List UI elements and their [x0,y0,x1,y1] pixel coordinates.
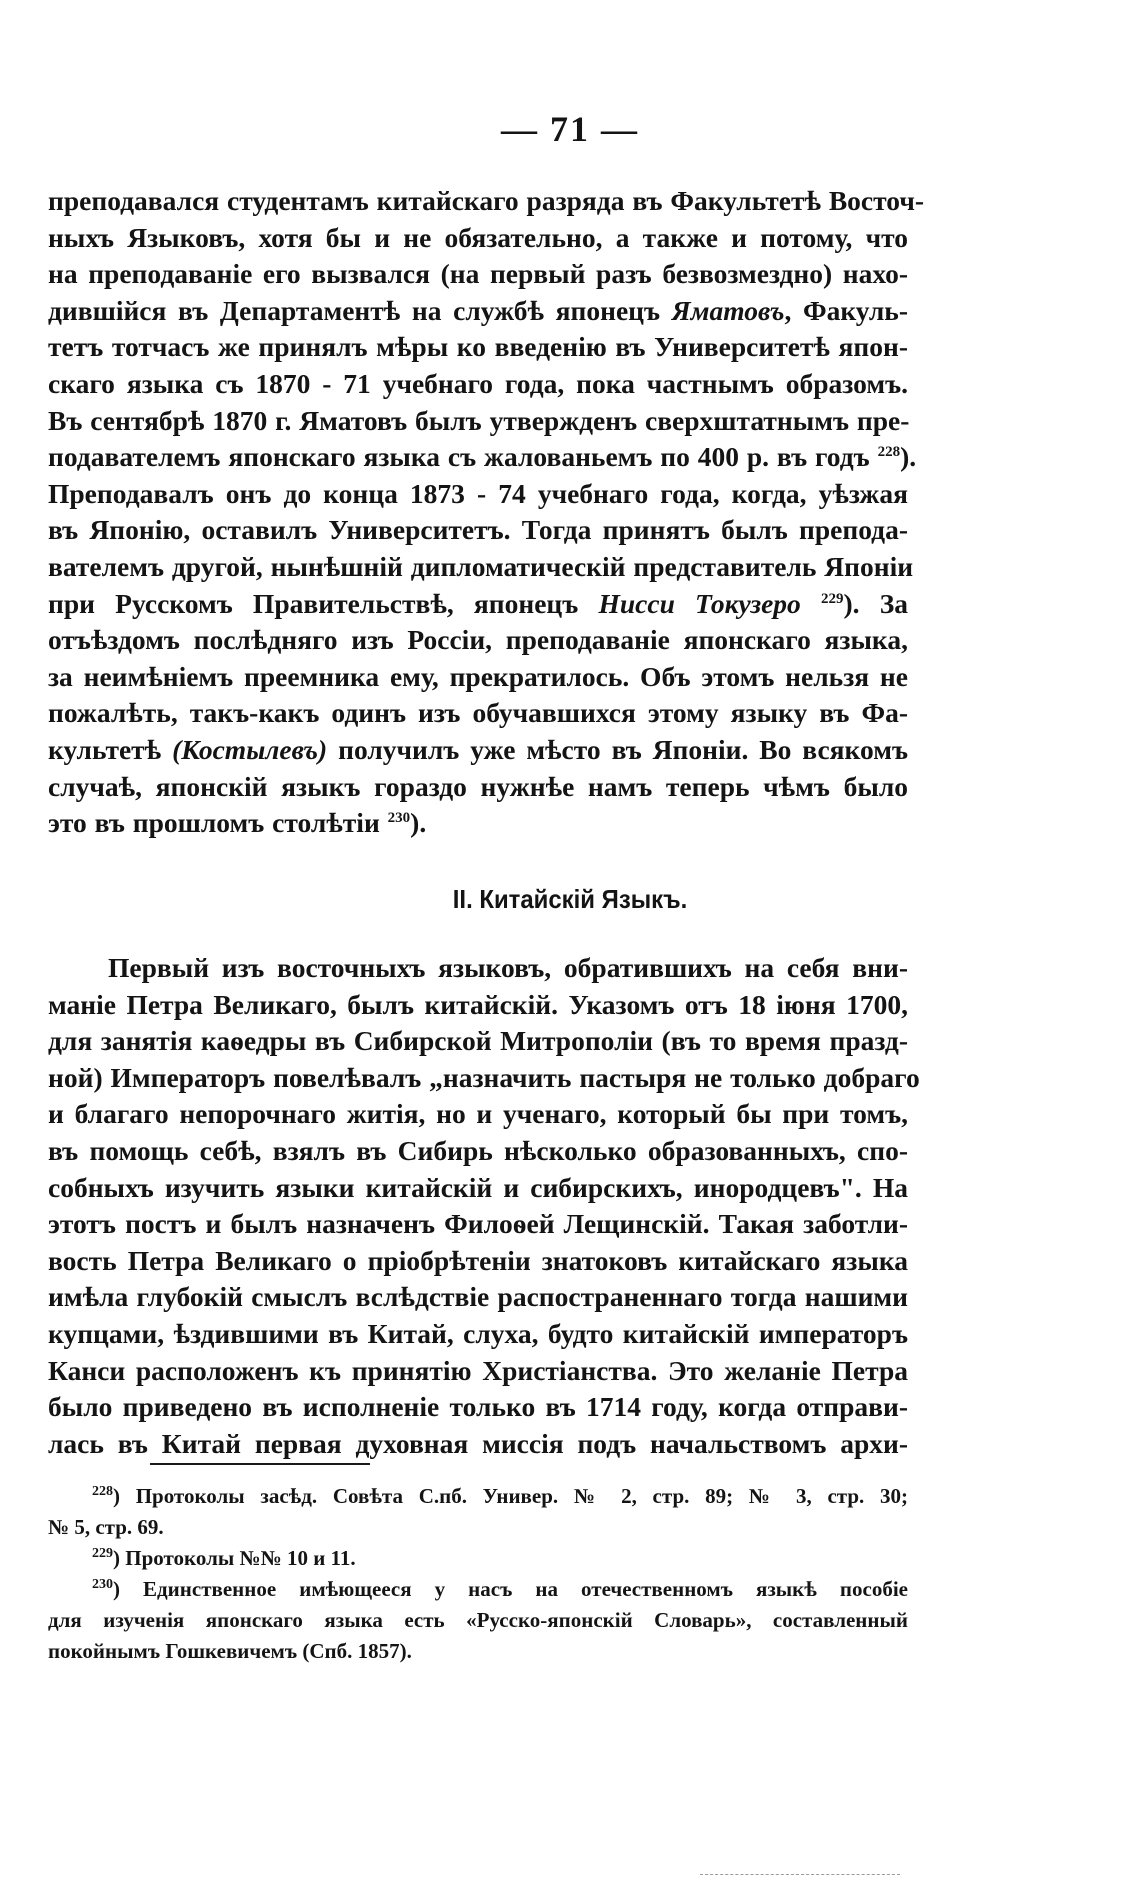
text-line: въ Японію, оставилъ Университетъ. Тогда принятъ былъ препода- [48,514,908,546]
text-line [48,586,908,623]
text-line [48,439,917,476]
text-line: этотъ постъ и былъ назначенъ Филоѳей Лещинскій. Такая заботли- [48,1208,908,1240]
text-line-part: это въ прошломъ столѣтіи [48,807,380,839]
footnote-230-cont: для изученія японскаго языка есть «Русско-японскій Словарь», составленный [48,1608,908,1632]
text-line: за неимѣніемъ преемника ему, прекратилось. Объ этомъ нельзя не [48,660,908,692]
text-line: вателемъ другой, нынѣшній дипломатическій представитель Японіи [48,550,914,582]
footnote-text: ) Протоколы засѣд. Совѣта С.пб. Унивеp. № 2, стр. 89; № 3, стр. 30; [113,1484,908,1508]
text-line-part: За [879,587,908,619]
close-paren: ). [900,441,917,473]
footnote-230-cont: покойнымъ Гошкевичемъ (Спб. 1857). [48,1639,412,1663]
text-line-part: дившійся въ Департаментѣ на службѣ японецъ Яматовъ, Факуль- [48,294,908,326]
text-line: пожалѣть, такъ-какъ одинъ изъ обучавшихся этому языку въ Фа- [48,697,908,729]
close-paren: ). [410,807,427,839]
text-line: на преподаваніе его вызвался (на первый разъ безвозмездно) нахо- [48,258,908,290]
text-line: скаго языка съ 1870 - 71 учебнаго года, пока частнымъ образомъ. [48,367,908,399]
footnotes [48,1481,908,1667]
text-line: Преподавалъ онъ до конца 1873 - 74 учебнаго года, когда, уѣзжая [48,477,908,509]
text-line [48,293,908,330]
person-name-yamatov: Яматовъ [671,294,785,326]
text-line: было приведено въ исполненіе только въ 1714 году, когда отправи- [48,1391,908,1423]
footnote-mark: 230 [92,1577,113,1592]
text-line [48,805,908,842]
text-line: ныхъ Языковъ, хотя бы и не обязательно, а также и потому, что [48,221,908,253]
text-line-part: подавателемъ японскаго языка съ жалованьемъ по 400 р. въ годъ [48,441,870,473]
text-line: собныхъ изучить языки китайскій и сибирскихъ, инородцевъ". На [48,1171,908,1203]
footnote-mark: 228 [92,1484,113,1499]
text-line: случаѣ, японскій языкъ гораздо нужнѣе намъ теперь чѣмъ было [48,770,908,802]
text-line: тетъ тотчасъ же принялъ мѣры ко введенію въ Университетѣ япон- [48,331,908,363]
text-line: ной) Императоръ повелѣвалъ „назначить пастыря не только добраго [48,1061,920,1093]
page-number: — 71 — [501,109,639,149]
footnote-ref-229: 229 [821,590,844,607]
paragraph-japanese-language [48,183,924,842]
paragraph-chinese-language [48,950,920,1462]
footnote-ref-230: 230 [387,809,411,826]
text-line: и благаго непорочнаго житія, но и ученаго, который бы при томъ, [48,1098,908,1130]
person-name-kostylev: (Костылевъ) [172,733,328,765]
footnote-text: ) Единственное имѣющееся у насъ на отечественномъ языкѣ пособіе [113,1577,908,1601]
text-line: отъѣздомъ послѣдняго изъ Россіи, преподаваніе японскаго языка, [48,624,908,656]
section-heading: II. Китайскій Языкъ. [452,884,688,914]
text-line: Канси расположенъ къ принятію Христіанства. Это желаніе Петра [48,1354,908,1386]
footnote-228-cont: № 5, стр. 69. [48,1515,164,1539]
text-line: Въ сентябрѣ 1870 г. Яматовъ былъ утвержденъ сверхштатнымъ пре- [48,404,910,436]
text-line: купцами, ѣздившими въ Китай, слуха, будто китайскій императоръ [48,1317,908,1349]
footnote-text: ) Протоколы №№ 10 и 11. [113,1546,356,1570]
footnote-ref-228: 228 [877,444,901,460]
text-line: лась въ Китай первая духовная миссія подъ начальствомъ архи- [48,1427,908,1459]
scan-artifact [700,1874,900,1875]
text-line: вость Петра Великаго о пріобрѣтеніи знатоковъ китайскаго языка [48,1244,908,1276]
text-line-part: культетѣ [48,733,162,765]
text-line-part: при Русскомъ Правительствѣ, японецъ [48,587,579,619]
footnote-230 [48,1574,908,1605]
text-line: для занятія каѳедры въ Сибирской Митрополіи (въ то время празд- [48,1025,908,1057]
text-line: имѣла глубокій смыслъ вслѣдствіе распостраненнаго тогда нашими [48,1281,908,1313]
text-line: Первый изъ восточныхъ языковъ, обратившихъ на себя вни- [108,952,908,983]
text-line: маніе Петра Великаго, былъ китайскій. Указомъ отъ 18 іюня 1700, [48,988,908,1020]
close-paren: ). [843,587,860,619]
footnote-228 [48,1481,908,1512]
person-name-nissi: Нисси Токузеро [598,587,801,619]
text-line: въ помощь себѣ, взялъ въ Сибирь нѣсколько образованныхъ, спо- [48,1134,908,1166]
text-line [48,732,908,769]
text-line-part: получилъ уже мѣсто въ Японіи. Во всякомъ [338,733,909,765]
text-line: преподавался студентамъ китайскаго разряда въ Факультетѣ Восточ- [48,185,924,216]
footnote-mark: 229 [92,1546,113,1561]
footnote-separator [150,1463,370,1465]
footnote-229 [48,1543,908,1574]
